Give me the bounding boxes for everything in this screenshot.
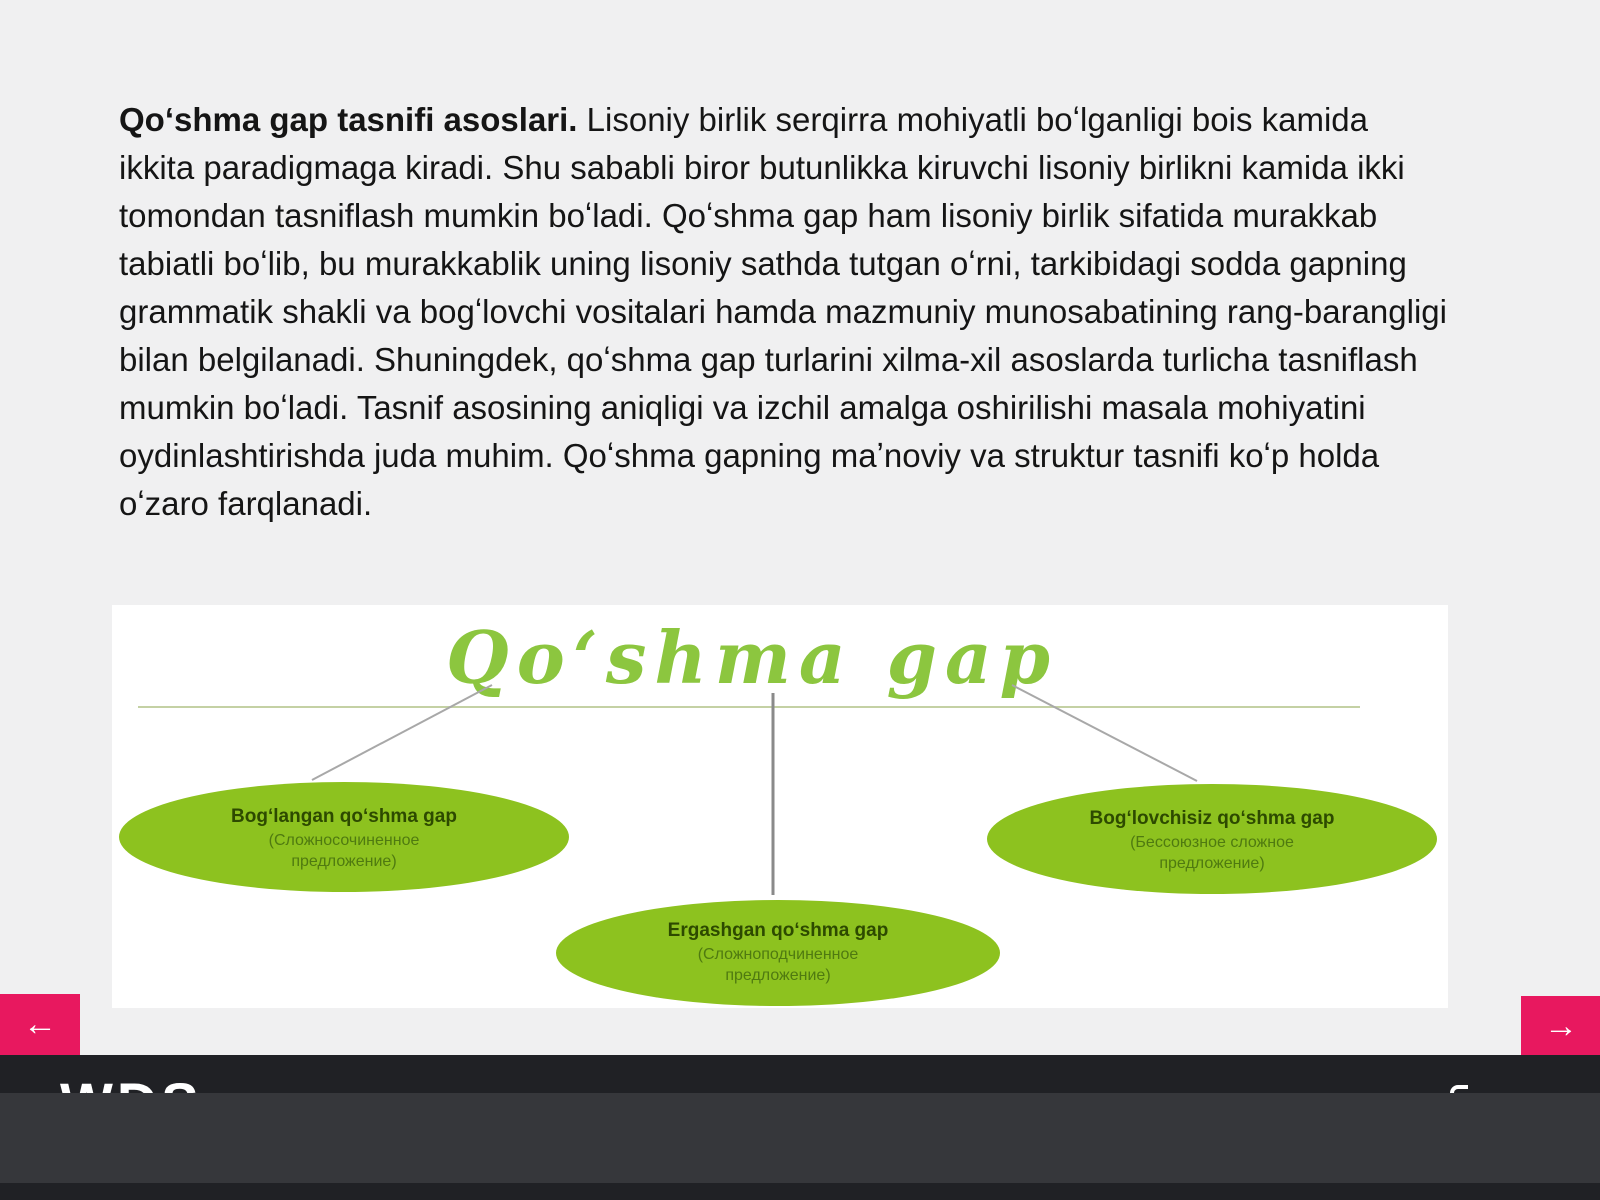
footer-panel [0,1093,1600,1183]
slide-paragraph [119,96,1449,528]
arrow-left-icon: ← [23,1005,57,1043]
connector-left [312,685,492,780]
node-left-sub2: предложение) [291,853,397,870]
node-right-label: Bogʻlovchisiz qoʻshma gap [1089,808,1335,829]
node-center-label: Ergashgan qoʻshma gap [667,920,889,941]
next-slide-button[interactable] [1521,996,1600,1057]
node-right-sub2: предложение) [1159,855,1265,872]
node-left-sub1: (Сложносочиненное [268,832,420,849]
diagram-svg [112,605,1448,1008]
node-right-sub1: (Бессоюзное сложное [1130,834,1294,851]
compound-sentence-diagram [112,605,1448,1008]
node-center-sub1: (Сложноподчиненное [697,946,859,963]
arrow-right-icon: → [1544,1007,1578,1045]
node-left-label: Bogʻlangan qoʻshma gap [231,806,457,827]
slide-body-text: Lisoniy birlik serqirra mohiyatli boʻlganligi bois kamida ikkita paradigmaga kiradi. Shu sababli biror butunlikka kiruvchi lisoniy birlikni kamida ikki tomondan tasniflash mumkin boʻladi. Qoʻshma gap ham lisoniy birlik sifatida murakkab tabiatli boʻlib, bu murakkablik uning lisoniy sathda tutgan oʻrni, tarkibidagi sodda gapning grammatik shakli va bogʻlovchi vositalari hamda mazmuniy munosabatining rang-barangligi bilan belgilanadi. Shuningdek, qoʻshma gap turlarini xilma-xil asoslarda turlicha tasniflash mumkin boʻladi. Tasnif asosining aniqligi va izchil amalga oshirilishi masala mohiyatini oydinlashtirishda juda muhim. Qoʻshma gapning maʼnoviy va struktur tasnifi koʻp holda oʻzaro farqlanadi. [119,101,1447,522]
diagram-title: Qoʻshma gap [446,615,1058,700]
connector-right [1012,685,1197,781]
slide-heading: Qoʻshma gap tasnifi asoslari. [119,101,578,138]
prev-slide-button[interactable] [0,994,80,1055]
node-center-sub2: предложение) [725,967,831,984]
footer-bar [0,1055,1600,1200]
